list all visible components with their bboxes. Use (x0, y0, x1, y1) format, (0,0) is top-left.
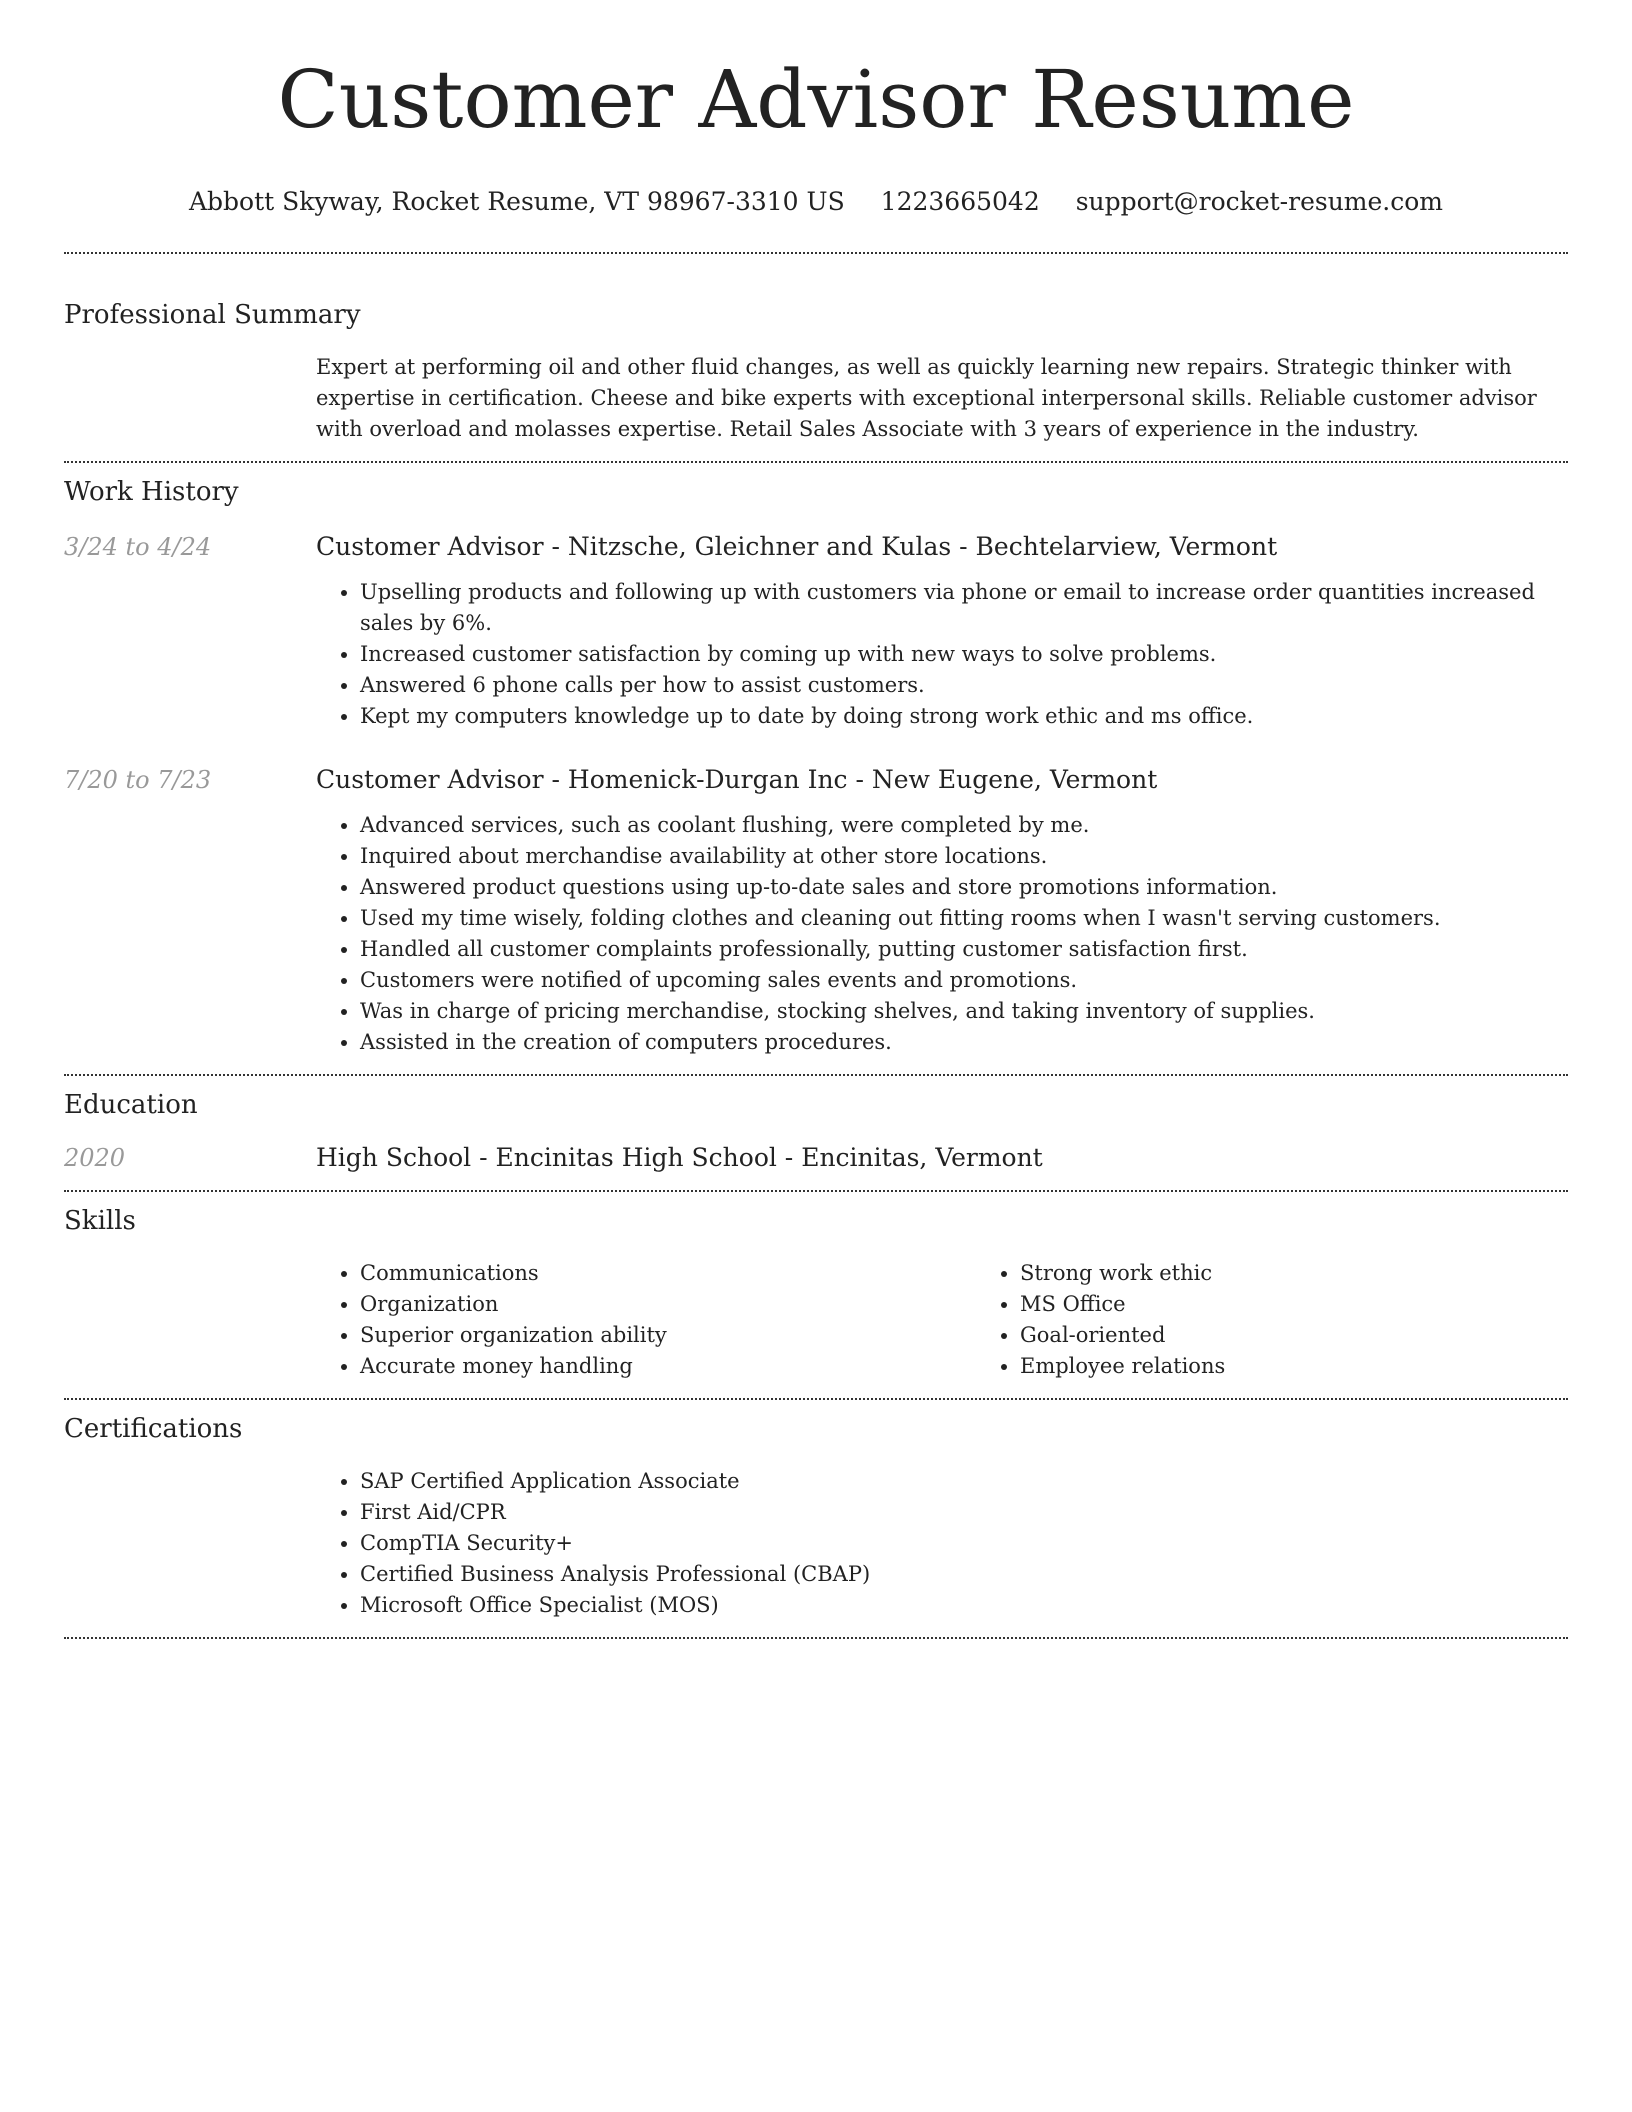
job-bullet: • Advanced services, such as coolant flushing, were completed by me. (360, 810, 1568, 841)
job-title: Customer Advisor - Homenick-Durgan Inc - New Eugene, Vermont (316, 765, 1158, 794)
job-bullet: • Increased customer satisfaction by coming up with new ways to solve problems. (360, 639, 1568, 670)
job-bullet: • Upselling products and following up with customers via phone or email to increase order quantities increased sales by 6%. (360, 577, 1568, 639)
skills-section (64, 1192, 1568, 1398)
job-bullet: • Answered 6 phone calls per how to assist customers. (360, 670, 1568, 701)
contact-email: support@rocket-resume.com (1075, 187, 1443, 216)
summary-section (64, 254, 1568, 461)
job-dates: 3/24 to 4/24 (64, 533, 212, 561)
skill-item: • Strong work ethic (1020, 1258, 1632, 1289)
education-title: High School - Encinitas High School - Encinitas, Vermont (316, 1143, 1043, 1172)
skills-list-left (316, 1258, 976, 1382)
summary-text: Expert at performing oil and other fluid changes, as well as quickly learning new repairs. Strategic thinker with expertise in certification. Cheese and bike experts with exceptional interpersonal skills. Reliable customer advisor with overload and molasses expertise. Retail Sales Associate with 3 years of experience in the industry. (316, 355, 1537, 441)
education-entry (64, 1142, 1568, 1174)
job-dates: 7/20 to 7/23 (64, 766, 212, 794)
certification-item: • Certified Business Analysis Professional (CBAP) (360, 1559, 1568, 1590)
divider (64, 1637, 1568, 1639)
skills-list-right (976, 1258, 1632, 1382)
certifications-section (64, 1400, 1568, 1637)
work-history-section (64, 463, 1568, 1074)
job-title: Customer Advisor - Nitzsche, Gleichner and Kulas - Bechtelarview, Vermont (316, 532, 1278, 561)
section-title-work-history: Work History (64, 477, 239, 507)
job-bullets (316, 810, 1568, 1058)
job-bullets (316, 577, 1568, 732)
skill-item: • Employee relations (1020, 1351, 1632, 1382)
job-bullet: • Assisted in the creation of computers procedures. (360, 1027, 1568, 1058)
job-bullet: • Inquired about merchandise availability at other store locations. (360, 841, 1568, 872)
skill-item: • Accurate money handling (360, 1351, 976, 1382)
section-title-summary: Professional Summary (64, 300, 361, 330)
job-bullet: • Was in charge of pricing merchandise, stocking shelves, and taking inventory of supplies. (360, 996, 1568, 1027)
job-entry (64, 764, 1568, 1058)
certification-item: • SAP Certified Application Associate (360, 1466, 1568, 1497)
section-title-certifications: Certifications (64, 1414, 243, 1444)
skill-item: • Superior organization ability (360, 1320, 976, 1351)
resume-title: Customer Advisor Resume (277, 53, 1355, 146)
education-year: 2020 (64, 1144, 126, 1172)
certification-item: • CompTIA Security+ (360, 1528, 1568, 1559)
skill-item: • Organization (360, 1289, 976, 1320)
skill-item: • Communications (360, 1258, 976, 1289)
contact-phone: 1223665042 (880, 187, 1040, 216)
job-bullet: • Customers were notified of upcoming sales events and promotions. (360, 965, 1568, 996)
education-section (64, 1076, 1568, 1190)
job-bullet: • Handled all customer complaints professionally, putting customer satisfaction first. (360, 934, 1568, 965)
certification-item: • Microsoft Office Specialist (MOS) (360, 1590, 1568, 1621)
certification-item: • First Aid/CPR (360, 1497, 1568, 1528)
skill-item: • Goal-oriented (1020, 1320, 1632, 1351)
job-bullet: • Kept my computers knowledge up to date by doing strong work ethic and ms office. (360, 701, 1568, 732)
section-title-skills: Skills (64, 1206, 136, 1236)
section-title-education: Education (64, 1090, 198, 1120)
skill-item: • MS Office (1020, 1289, 1632, 1320)
job-bullet: • Answered product questions using up-to-date sales and store promotions information. (360, 872, 1568, 903)
contact-line (64, 186, 1568, 218)
contact-address: Abbott Skyway, Rocket Resume, VT 98967-3310 US (188, 187, 845, 216)
job-bullet: • Used my time wisely, folding clothes and cleaning out fitting rooms when I wasn't serving customers. (360, 903, 1568, 934)
certifications-list (316, 1466, 1568, 1621)
job-entry (64, 531, 1568, 732)
